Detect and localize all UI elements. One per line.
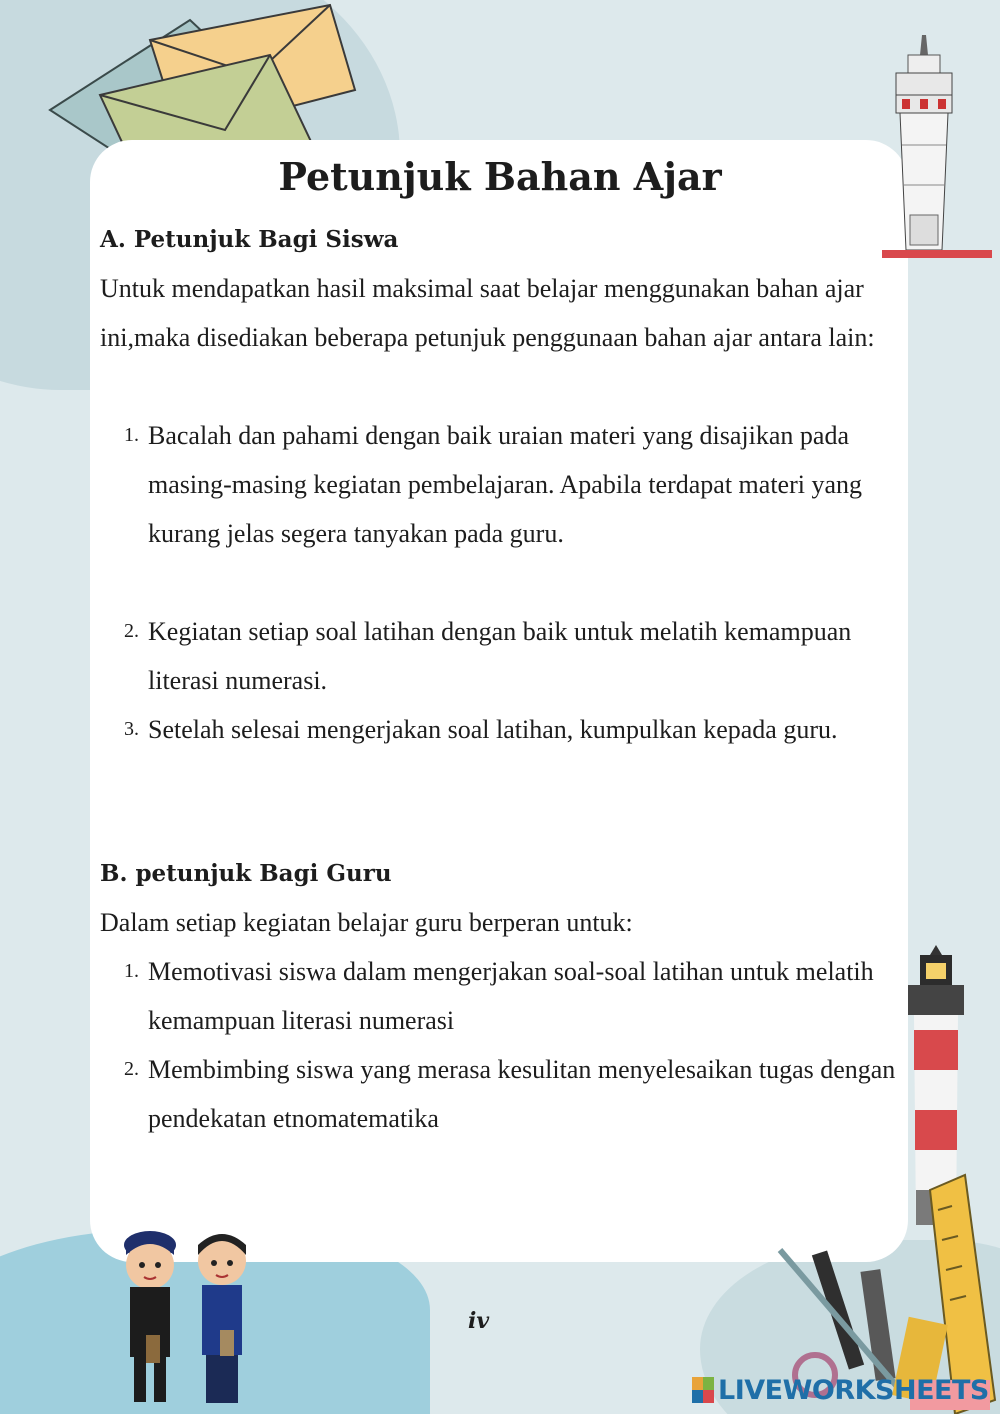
list-number: 1. (124, 960, 139, 982)
list-item-text: Membimbing siswa yang merasa kesulitan menyelesaikan tugas dengan pendekatan etnomatematika (148, 1055, 896, 1133)
list-item-text: Setelah selesai mengerjakan soal latihan, kumpulkan kepada guru. (148, 715, 838, 744)
list-number: 1. (124, 424, 139, 446)
liveworksheets-logo[interactable] (692, 1372, 989, 1408)
section-a-intro: Untuk mendapatkan hasil maksimal saat belajar menggunakan bahan ajar ini,maka disediakan beberapa petunjuk penggunaan bahan ajar antara lain: (100, 274, 875, 352)
list-number: 2. (124, 1058, 139, 1080)
page-title: Petunjuk Bahan Ajar (278, 154, 722, 199)
brand-name: LIVEWORKSHEETS (718, 1374, 989, 1406)
list-item-text: Memotivasi siswa dalam mengerjakan soal-soal latihan untuk melatih kemampuan literasi numerasi (148, 957, 874, 1035)
page-number: iv (468, 1308, 490, 1334)
tower-illustration (872, 35, 992, 270)
list-number: 2. (124, 620, 139, 642)
list-number: 3. (124, 718, 139, 740)
liveworksheets-icon (692, 1377, 714, 1403)
list-item-text: Bacalah dan pahami dengan baik uraian materi yang disajikan pada masing-masing kegiatan pembelajaran. Apabila terdapat materi yang kurang jelas segera tanyakan pada guru. (148, 421, 863, 548)
children-illustration (110, 1225, 270, 1414)
section-b-heading: B. petunjuk Bagi Guru (100, 860, 392, 887)
list-item-text: Kegiatan setiap soal latihan dengan baik untuk melatih kemampuan literasi numerasi. (148, 617, 852, 695)
section-b-intro: Dalam setiap kegiatan belajar guru berperan untuk: (100, 908, 633, 937)
section-a-heading: A. Petunjuk Bagi Siswa (100, 226, 399, 253)
